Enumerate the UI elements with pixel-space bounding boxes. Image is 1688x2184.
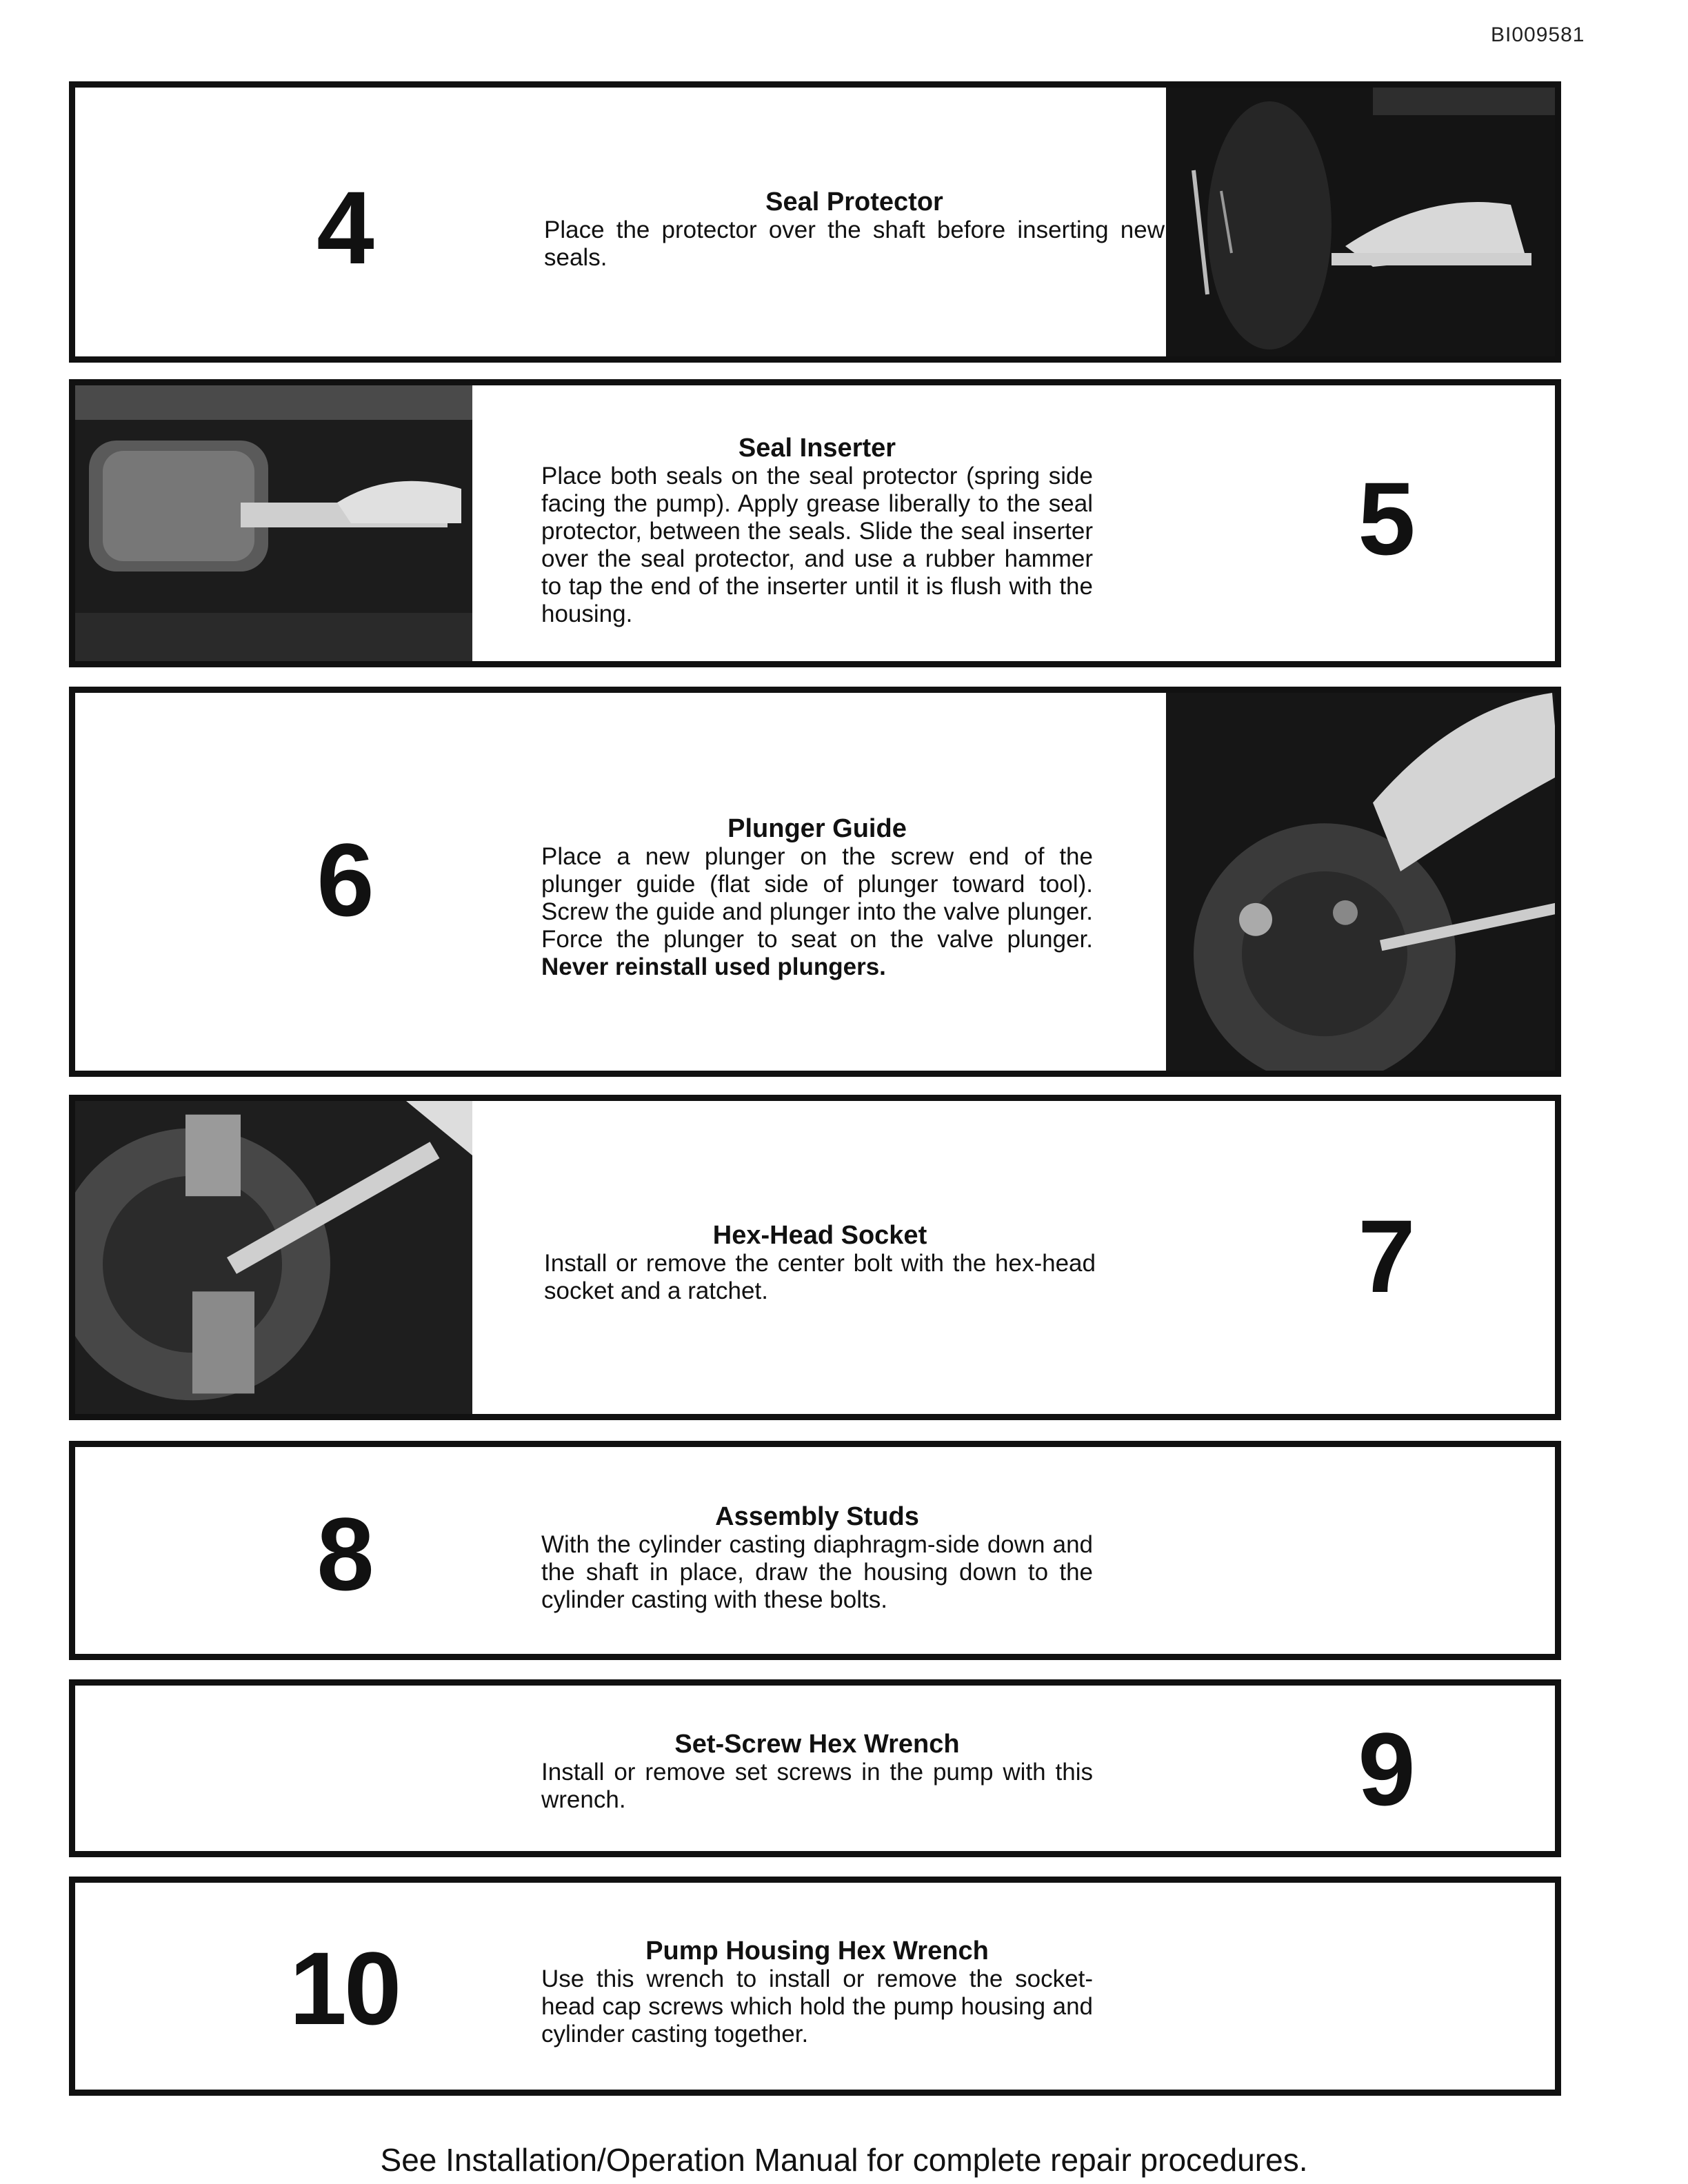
- step-9-panel: [69, 1679, 1561, 1857]
- step-title: Plunger Guide: [727, 814, 907, 843]
- step-text: [541, 1730, 1093, 1814]
- step-title: Assembly Studs: [715, 1502, 919, 1531]
- step-description: Place both seals on the seal protector (spring side facing the pump). Apply grease liberally to the seal protector, between the seals. Slide the seal inserter over the seal protector, and use a rubber hammer to tap the end of the inserter until it is flush with the housing.: [541, 463, 1093, 627]
- step-warning: Never reinstall used plungers.: [541, 953, 886, 980]
- step-number: 7: [1358, 1198, 1413, 1314]
- step-number: 6: [316, 822, 372, 938]
- step-description: Use this wrench to install or remove the socket-head cap screws which hold the pump housing and cylinder casting together.: [541, 1965, 1093, 2048]
- step-photo: [75, 1101, 472, 1414]
- step-description: Place a new plunger on the screw end of the plunger guide (flat side of plunger toward tool). Screw the guide and plunger into the valve plunger. Force the plunger to seat on the valve plunger.: [541, 843, 1093, 953]
- step-text: [541, 434, 1093, 628]
- step-8-panel: [69, 1441, 1561, 1660]
- step-7-panel: [69, 1095, 1561, 1420]
- step-text: [541, 814, 1093, 981]
- step-number: 10: [289, 1930, 399, 2046]
- step-number: 9: [1358, 1711, 1413, 1827]
- step-title: Seal Protector: [765, 188, 943, 216]
- step-text: [544, 188, 1165, 272]
- step-5-panel: [69, 379, 1561, 667]
- step-text: [544, 1221, 1096, 1305]
- step-title: Pump Housing Hex Wrench: [645, 1937, 989, 1965]
- footer-note: See Installation/Operation Manual for complete repair procedures.: [380, 2142, 1308, 2178]
- step-4-panel: [69, 81, 1561, 363]
- step-description: Place the protector over the shaft before inserting new seals.: [544, 216, 1165, 271]
- step-description: Install or remove the center bolt with the hex-head socket and a ratchet.: [544, 1250, 1096, 1304]
- step-6-panel: [69, 687, 1561, 1077]
- step-10-panel: [69, 1877, 1561, 2096]
- step-text: [541, 1502, 1093, 1614]
- step-title: Seal Inserter: [738, 434, 896, 463]
- step-photo: [75, 385, 472, 661]
- step-description: With the cylinder casting diaphragm-side down and the shaft in place, draw the housing down to the cylinder casting with these bolts.: [541, 1531, 1093, 1613]
- step-title: Hex-Head Socket: [712, 1221, 927, 1250]
- step-number: 4: [316, 170, 372, 285]
- step-description: Install or remove set screws in the pump with this wrench.: [541, 1759, 1093, 1813]
- step-number: 8: [316, 1496, 372, 1612]
- step-photo: [1166, 88, 1559, 356]
- step-text: [541, 1937, 1093, 2048]
- step-photo: [1166, 693, 1559, 1071]
- step-number: 5: [1358, 461, 1413, 576]
- document-id: BI009581: [1491, 23, 1585, 46]
- step-title: Set-Screw Hex Wrench: [674, 1730, 960, 1759]
